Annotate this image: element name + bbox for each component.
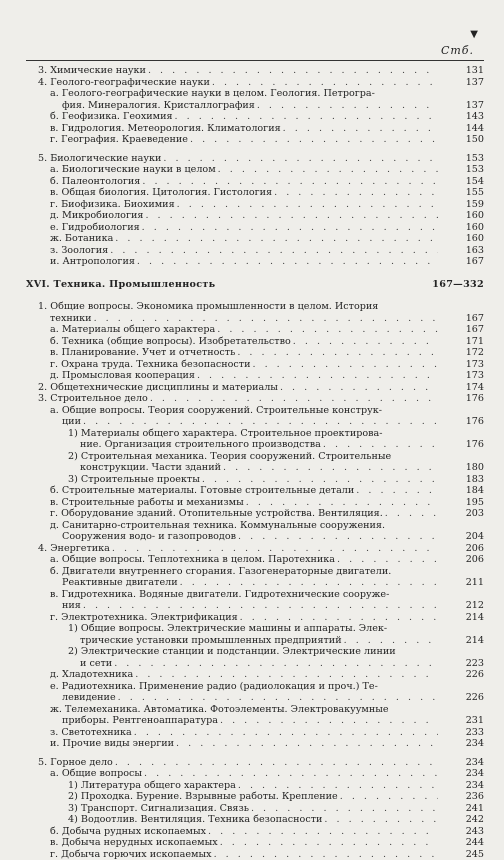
toc-entry (26, 324, 484, 336)
toc-entry-row (38, 77, 484, 89)
dot-leader (115, 757, 438, 769)
toc-page-number: 167 (440, 313, 484, 325)
toc-entry-row (50, 497, 484, 509)
toc-entry-row (38, 382, 484, 394)
toc-entry (26, 791, 484, 803)
toc-entry-row (50, 715, 484, 727)
toc-entry-row (50, 508, 484, 520)
toc-entry (26, 164, 484, 176)
dot-leader (135, 669, 438, 681)
toc-entry-title: а. Биологические науки в целом (50, 164, 216, 176)
toc-entry-title: е. Гидробиология (50, 222, 140, 234)
dot-leader (283, 123, 438, 135)
toc-entry (26, 589, 484, 612)
toc-page-number: 244 (440, 837, 484, 849)
toc-entry-row (68, 462, 484, 474)
toc-page-number: 143 (440, 111, 484, 123)
toc-entry-row (50, 187, 484, 199)
toc-entry-row (68, 814, 484, 826)
toc-entry-row (50, 692, 484, 704)
dot-leader (134, 727, 438, 739)
dot-leader (337, 554, 438, 566)
toc-entry-row (50, 416, 484, 428)
toc-page-number: 176 (440, 416, 484, 428)
toc-entry (26, 757, 484, 769)
toc-entry-row (50, 336, 484, 348)
toc-entry-line: ния (62, 600, 81, 612)
toc-page-number: 184 (440, 485, 484, 497)
toc-page-number: 153 (440, 153, 484, 165)
toc-page-number: 236 (440, 791, 484, 803)
toc-entry-row (38, 65, 484, 77)
toc-entry-row (50, 837, 484, 849)
dot-leader (142, 176, 438, 188)
toc-entry (26, 849, 484, 860)
toc-page-number: 163 (440, 245, 484, 257)
dot-leader (237, 347, 438, 359)
toc-page-number: 233 (440, 727, 484, 739)
toc-page-number: 214 (440, 612, 484, 624)
toc-entry-title: д. Микробиология (50, 210, 143, 222)
dot-leader (324, 814, 438, 826)
toc-entry-title: в. Общая биология. Цитология. Гистология (50, 187, 272, 199)
dot-leader (175, 111, 438, 123)
toc-entry-line: ции (62, 416, 81, 428)
dot-leader (238, 531, 438, 543)
dot-leader (274, 187, 438, 199)
toc-page-number: 204 (440, 531, 484, 543)
toc-entry-row (38, 153, 484, 165)
dot-leader (356, 485, 438, 497)
toc-entry-row (50, 123, 484, 135)
dot-leader (238, 780, 438, 792)
dot-leader (252, 359, 438, 371)
toc-entry (26, 210, 484, 222)
toc-page-number: 176 (440, 439, 484, 451)
toc-entry-row (50, 210, 484, 222)
toc-entry-row (50, 134, 484, 146)
toc-entry-line: Реактивные двигатели (62, 577, 178, 589)
dot-leader (214, 849, 438, 860)
toc-entry-title: в. Добыча нерудных ископаемых (50, 837, 218, 849)
toc-entry-row (68, 803, 484, 815)
dot-leader (218, 164, 438, 176)
toc-entry-row (50, 531, 484, 543)
toc-entry-row (50, 738, 484, 750)
toc-entry (26, 738, 484, 750)
dot-leader (83, 416, 438, 428)
toc-entry-row (38, 757, 484, 769)
toc-entry-title: б. Строительные материалы. Готовые строительные детали (50, 485, 354, 497)
toc-page-number: 150 (440, 134, 484, 146)
toc-entry (26, 347, 484, 359)
dot-leader (197, 370, 438, 382)
toc-page-number: 167—332 (432, 279, 484, 291)
toc-entry (26, 134, 484, 146)
toc-page-number: 245 (440, 849, 484, 860)
toc-entry-line: а. Геолого-географические науки в целом. Геология. Петрогра- (50, 88, 484, 100)
toc-page-number: 180 (440, 462, 484, 474)
toc-entry-row (50, 370, 484, 382)
dot-leader (212, 77, 438, 89)
dot-leader (177, 199, 438, 211)
toc-entry (26, 336, 484, 348)
toc-entry-row (50, 826, 484, 838)
toc-entry-row (50, 164, 484, 176)
toc-entry (26, 176, 484, 188)
toc-page-number: 226 (440, 692, 484, 704)
toc-page-number: 226 (440, 669, 484, 681)
spacer (26, 146, 484, 153)
toc-entry (26, 111, 484, 123)
toc-entry-title: 2. Общетехнические дисциплины и материалы (38, 382, 278, 394)
toc-entry (26, 222, 484, 234)
toc-entry-line: в. Гидротехника. Водяные двигатели. Гидротехнические сооруже- (50, 589, 484, 601)
toc-entry-line: фия. Минералогия. Кристаллография (62, 100, 255, 112)
toc-entry-row (50, 100, 484, 112)
toc-entry-line: конструкции. Части зданий (80, 462, 221, 474)
dot-leader (280, 382, 438, 394)
toc-page-number: 234 (440, 738, 484, 750)
toc-entry-line: 1. Общие вопросы. Экономика промышленности в целом. История (38, 301, 484, 313)
toc-entry-line: трические установки промышленных предприятий (80, 635, 342, 647)
toc-entry-title: 5. Горное дело (38, 757, 113, 769)
toc-page-number: 234 (440, 780, 484, 792)
toc-entry-title: и. Антропология (50, 256, 135, 268)
toc-entry-row (50, 245, 484, 257)
toc-page-number: 174 (440, 382, 484, 394)
dot-leader (163, 153, 438, 165)
toc-entry-line: е. Радиотехника. Применение радио (радиолокация и проч.) Те- (50, 681, 484, 693)
toc-page-number: 183 (440, 474, 484, 486)
toc-entry-row (50, 222, 484, 234)
toc-entry-row (50, 485, 484, 497)
dot-leader (112, 543, 438, 555)
toc-entry (26, 405, 484, 428)
toc-entry (26, 814, 484, 826)
toc-entry-title: а. Материалы общего характера (50, 324, 215, 336)
toc-entry-row (50, 324, 484, 336)
toc-page-number: 173 (440, 359, 484, 371)
toc-entry (26, 768, 484, 780)
toc-entry-title: 1) Литература общего характера (68, 780, 236, 792)
toc-entry-title: а. Общие вопросы (50, 768, 142, 780)
toc-entry-title: з. Светотехника (50, 727, 132, 739)
toc-entry-line: 1) Материалы общего характера. Строительное проектирова- (68, 428, 484, 440)
toc-entry-title: г. География. Краеведение (50, 134, 188, 146)
toc-entry-title: 2) Проходка. Бурение. Взрывные работы. Крепление (68, 791, 338, 803)
dot-leader (257, 100, 438, 112)
toc-page-number: 153 (440, 164, 484, 176)
toc-entry-row (50, 768, 484, 780)
toc-page-number: 137 (440, 100, 484, 112)
toc-page-number: 176 (440, 393, 484, 405)
toc-page-number: 160 (440, 233, 484, 245)
toc-entry-title: г. Охрана труда. Техника безопасности (50, 359, 250, 371)
toc-entry-row (38, 543, 484, 555)
toc-page-number: 154 (440, 176, 484, 188)
toc-page-number: 144 (440, 123, 484, 135)
toc-entry-row (50, 111, 484, 123)
toc-page-number: 243 (440, 826, 484, 838)
toc-entry-line: и сети (80, 658, 112, 670)
toc-entry-row (50, 176, 484, 188)
toc-entry-row (50, 612, 484, 624)
toc-entry-row (50, 577, 484, 589)
toc-page-number: 167 (440, 256, 484, 268)
toc-page-number: 159 (440, 199, 484, 211)
toc-page-number: 234 (440, 757, 484, 769)
toc-entry (26, 256, 484, 268)
toc-entry (26, 543, 484, 555)
toc-page-number: 173 (440, 370, 484, 382)
toc-page-number: 131 (440, 65, 484, 77)
toc-entry (26, 508, 484, 520)
dot-leader (150, 393, 438, 405)
toc-page-number: 206 (440, 543, 484, 555)
toc-entry-line: 1) Общие вопросы. Электрические машины и аппараты. Элек- (68, 623, 484, 635)
dot-leader (176, 738, 438, 750)
toc-entry-line: а. Общие вопросы. Теория сооружений. Строительные конструк- (50, 405, 484, 417)
toc-page-number: 203 (440, 508, 484, 520)
toc-entry (26, 370, 484, 382)
header-rule (26, 60, 484, 61)
toc-entry (26, 77, 484, 89)
toc-entry-line: ние. Организация строительного производства (80, 439, 321, 451)
dot-leader (220, 837, 438, 849)
toc-entry (26, 497, 484, 509)
toc-page-number: 234 (440, 768, 484, 780)
toc-entry (26, 803, 484, 815)
toc-entry-title: б. Техника (общие вопросы). Изобретательство (50, 336, 291, 348)
toc-page-number: 195 (440, 497, 484, 509)
toc-entry-row (68, 635, 484, 647)
toc-entry-line: б. Двигатели внутреннего сгорания. Газогенераторные двигатели. (50, 566, 484, 578)
dot-leader (110, 245, 438, 257)
toc-page-number: 206 (440, 554, 484, 566)
toc-entry (26, 301, 484, 324)
dot-leader (293, 336, 438, 348)
dot-leader (220, 715, 438, 727)
dot-leader (240, 612, 438, 624)
toc-entry (26, 623, 484, 646)
toc-page-number: 242 (440, 814, 484, 826)
dot-leader (137, 256, 438, 268)
toc-entry (26, 566, 484, 589)
toc-entry-title: 4. Геолого-географические науки (38, 77, 210, 89)
toc-entry-title: 3. Строительное дело (38, 393, 148, 405)
toc-entry-title: в. Планирование. Учет и отчетность (50, 347, 235, 359)
toc-page-number: 137 (440, 77, 484, 89)
dot-leader (190, 134, 438, 146)
toc-page-number: 167 (440, 324, 484, 336)
toc-entry (26, 451, 484, 474)
toc-entry (26, 612, 484, 624)
dot-leader (114, 658, 438, 670)
toc-entry-title: в. Строительные работы и механизмы (50, 497, 244, 509)
page-marker: ▼ (470, 30, 478, 40)
toc-entry (26, 826, 484, 838)
toc-entry-title: б. Палеонтология (50, 176, 140, 188)
toc-entry-row (68, 658, 484, 670)
toc-entry-title: 5. Биологические науки (38, 153, 161, 165)
toc-entry (26, 65, 484, 77)
toc-entry (26, 554, 484, 566)
toc-entry-row (50, 849, 484, 860)
toc-entry (26, 704, 484, 727)
toc-entry (26, 681, 484, 704)
toc-entry-row (50, 359, 484, 371)
toc-page-number: 241 (440, 803, 484, 815)
toc-entry (26, 199, 484, 211)
toc-page-number: 160 (440, 210, 484, 222)
toc-entry (26, 669, 484, 681)
toc-entry-title: а. Общие вопросы. Теплотехника в целом. Паротехника (50, 554, 335, 566)
toc-entry-row (68, 439, 484, 451)
toc-entry-title: д. Промысловая кооперация (50, 370, 195, 382)
toc-entry-row (50, 347, 484, 359)
dot-leader (344, 635, 438, 647)
toc-entry-title: в. Гидрология. Метеорология. Климатология (50, 123, 281, 135)
toc-entry-line: д. Санитарно-строительная техника. Коммунальные сооружения. (50, 520, 484, 532)
table-of-contents (26, 65, 484, 860)
column-header: Стб. (441, 44, 474, 57)
toc-page-number: 231 (440, 715, 484, 727)
dot-leader (208, 826, 438, 838)
toc-entry (26, 727, 484, 739)
toc-page-number: 211 (440, 577, 484, 589)
toc-page-number: 172 (440, 347, 484, 359)
toc-page-number: 160 (440, 222, 484, 234)
toc-entry-title: 3. Химические науки (38, 65, 146, 77)
dot-leader (246, 497, 438, 509)
toc-entry-title: и. Прочие виды энергии (50, 738, 174, 750)
toc-entry-title: 4. Энергетика (38, 543, 110, 555)
toc-entry-title: д. Хладотехника (50, 669, 133, 681)
toc-entry-line: Сооружения водо- и газопроводов (62, 531, 236, 543)
toc-entry (26, 233, 484, 245)
section-title: XVI. Техника. Промышленность (26, 279, 215, 291)
toc-page-number: 214 (440, 635, 484, 647)
toc-entry (26, 428, 484, 451)
toc-entry (26, 393, 484, 405)
spacer (26, 750, 484, 757)
toc-entry-row (68, 474, 484, 486)
dot-leader (115, 233, 438, 245)
toc-entry (26, 88, 484, 111)
dot-leader (385, 508, 438, 520)
toc-page-number: 171 (440, 336, 484, 348)
dot-leader (148, 65, 438, 77)
dot-leader (202, 474, 438, 486)
toc-section-heading (26, 279, 484, 291)
toc-entry-row (26, 279, 484, 291)
toc-entry-row (50, 554, 484, 566)
toc-entry (26, 123, 484, 135)
toc-entry (26, 153, 484, 165)
toc-entry (26, 382, 484, 394)
spacer (26, 268, 484, 279)
dot-leader (83, 600, 438, 612)
toc-entry-row (38, 393, 484, 405)
dot-leader (142, 222, 438, 234)
toc-entry (26, 485, 484, 497)
toc-entry (26, 520, 484, 543)
dot-leader (145, 210, 438, 222)
dot-leader (94, 313, 438, 325)
toc-entry-title: б. Геофизика. Геохимия (50, 111, 173, 123)
toc-entry-row (38, 313, 484, 325)
toc-entry-title: г. Оборудование зданий. Отопительные устройства. Вентиляция. (50, 508, 383, 520)
toc-entry (26, 474, 484, 486)
toc-entry-title: г. Электротехника. Электрификация (50, 612, 238, 624)
toc-entry (26, 187, 484, 199)
toc-entry-row (68, 780, 484, 792)
toc-entry-title: 3) Транспорт. Сигнализация. Связь (68, 803, 249, 815)
dot-leader (217, 324, 438, 336)
toc-entry-title: 4) Водоотлив. Вентиляция. Техника безопасности (68, 814, 322, 826)
toc-entry-row (50, 669, 484, 681)
dot-leader (144, 768, 438, 780)
toc-entry-row (50, 727, 484, 739)
toc-entry-line: левидение (62, 692, 116, 704)
toc-entry-row (50, 256, 484, 268)
toc-entry-line: 2) Строительная механика. Теория сооружений. Строительные (68, 451, 484, 463)
toc-entry-line: техники (50, 313, 92, 325)
spacer (26, 290, 484, 301)
toc-page-number: 212 (440, 600, 484, 612)
toc-entry-line: ж. Телемеханика. Автоматика. Фотоэлементы. Электровакуумные (50, 704, 484, 716)
dot-leader (223, 462, 438, 474)
toc-entry-line: 2) Электрические станции и подстанции. Электрические линии (68, 646, 484, 658)
toc-entry-row (50, 233, 484, 245)
toc-entry-title: 3) Строительные проекты (68, 474, 200, 486)
dot-leader (323, 439, 438, 451)
toc-entry (26, 780, 484, 792)
toc-entry (26, 245, 484, 257)
toc-entry (26, 359, 484, 371)
toc-entry-title: г. Добыча горючих ископаемых (50, 849, 212, 860)
toc-entry-title: б. Добыча рудных ископаемых (50, 826, 206, 838)
toc-entry-title: г. Биофизика. Биохимия (50, 199, 175, 211)
toc-entry-title: ж. Ботаника (50, 233, 113, 245)
toc-entry-row (50, 199, 484, 211)
toc-page-number: 223 (440, 658, 484, 670)
toc-entry-row (50, 600, 484, 612)
toc-page-number: 155 (440, 187, 484, 199)
dot-leader (251, 803, 438, 815)
toc-entry-line: приборы. Рентгеноаппаратура (62, 715, 218, 727)
toc-entry (26, 837, 484, 849)
dot-leader (118, 692, 438, 704)
dot-leader (340, 791, 438, 803)
toc-entry (26, 646, 484, 669)
dot-leader (180, 577, 438, 589)
toc-entry-row (68, 791, 484, 803)
toc-entry-title: з. Зоология (50, 245, 108, 257)
